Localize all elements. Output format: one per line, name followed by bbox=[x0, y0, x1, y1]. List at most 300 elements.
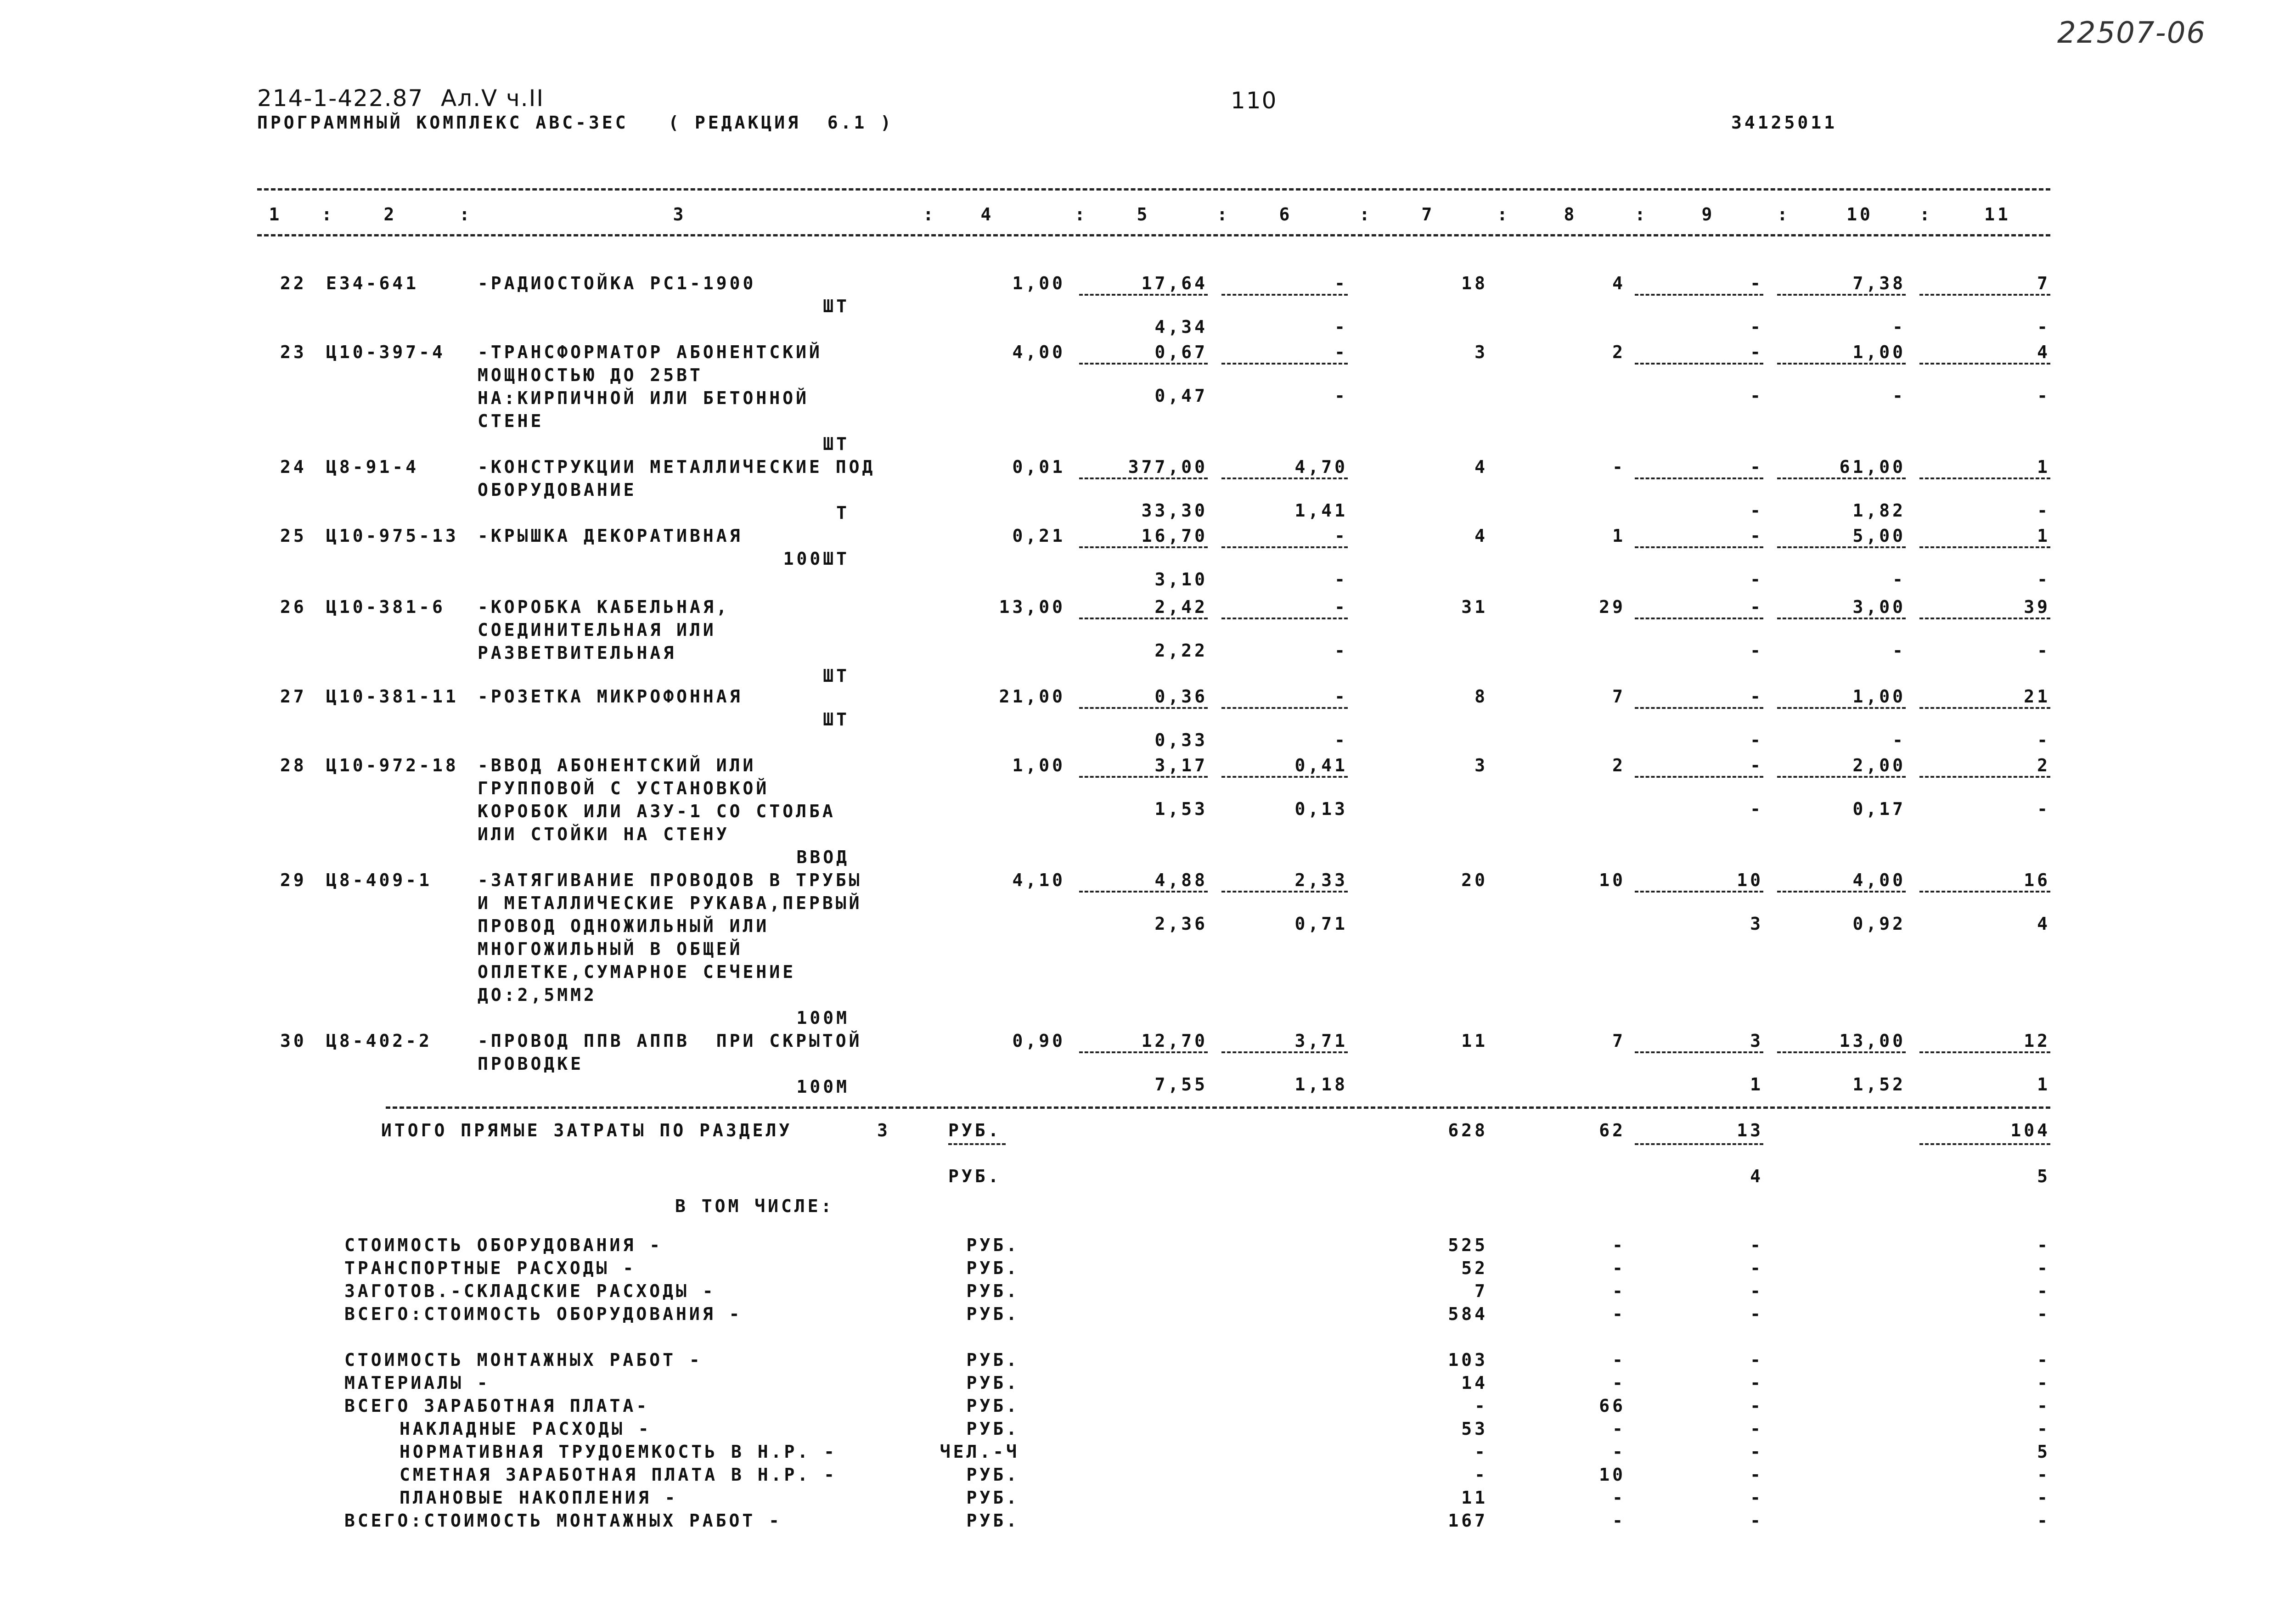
summary-machines: - bbox=[1750, 1488, 1763, 1508]
work-name: И МЕТАЛЛИЧЕСКИЕ РУКАВА,ПЕРВЫЙ bbox=[478, 893, 862, 913]
total-wages: 10 bbox=[1599, 870, 1626, 890]
cell-divider bbox=[1079, 618, 1208, 619]
summary-label: ВСЕГО:СТОИМОСТЬ ОБОРУДОВАНИЯ - bbox=[344, 1304, 743, 1324]
rate-code: Ц10-381-11 bbox=[326, 686, 459, 707]
total-cost: 3 bbox=[1474, 755, 1488, 775]
column-number: 11 bbox=[1984, 204, 2011, 225]
labor-norm: 1,00 bbox=[1852, 342, 1906, 362]
summary-cost: 525 bbox=[1448, 1235, 1488, 1255]
summary-unit: РУБ. bbox=[966, 1511, 1019, 1531]
document-number: 34125011 bbox=[1731, 112, 1838, 133]
unit-cost-machines: - bbox=[1334, 273, 1348, 293]
unit-cost-machines: 4,70 bbox=[1294, 457, 1348, 477]
column-number: 6 bbox=[1279, 204, 1293, 225]
total-machines: 10 bbox=[1737, 870, 1763, 890]
column-separator: : bbox=[459, 204, 473, 225]
unit-of-measure: 100ШТ bbox=[783, 549, 850, 569]
total-section-number: 3 bbox=[877, 1120, 890, 1140]
labor-norm-machinists: 0,92 bbox=[1852, 914, 1906, 934]
unit-cost-total: 0,36 bbox=[1154, 686, 1208, 707]
work-name: -ПРОВОД ППВ АППВ ПРИ СКРЫТОЙ bbox=[478, 1031, 862, 1051]
total-labor-machinists: 5 bbox=[2037, 1166, 2050, 1186]
in-total-label: В ТОМ ЧИСЛЕ: bbox=[675, 1196, 834, 1216]
summary-machines: - bbox=[1750, 1350, 1763, 1370]
summary-label: МАТЕРИАЛЫ - bbox=[344, 1373, 490, 1393]
cell-divider bbox=[1635, 618, 1763, 619]
labor-norm: 3,00 bbox=[1852, 597, 1906, 617]
cell-divider bbox=[1221, 776, 1348, 778]
cell-divider bbox=[1777, 1051, 1906, 1053]
unit-cost-machines: 3,71 bbox=[1294, 1031, 1348, 1051]
cell-divider bbox=[1635, 707, 1763, 709]
row-number: 27 bbox=[280, 686, 307, 707]
labor-norm-machinists: - bbox=[1892, 386, 1906, 406]
total-machine-wages: - bbox=[1750, 500, 1763, 521]
summary-label: ТРАНСПОРТНЫЕ РАСХОДЫ - bbox=[344, 1258, 636, 1278]
total-machine-wages: - bbox=[1750, 799, 1763, 819]
column-number: 5 bbox=[1137, 204, 1150, 225]
unit-wages: 7,55 bbox=[1154, 1074, 1208, 1095]
summary-label: ВСЕГО:СТОИМОСТЬ МОНТАЖНЫХ РАБОТ - bbox=[344, 1511, 782, 1531]
summary-cost: 103 bbox=[1448, 1350, 1488, 1370]
total-wages: 4 bbox=[1612, 273, 1626, 293]
labor-total: 1 bbox=[2037, 457, 2050, 477]
album-label: Ал.V ч.II bbox=[441, 85, 545, 112]
top-rule bbox=[257, 188, 2050, 191]
cell-divider bbox=[1221, 707, 1348, 709]
summary-label: ЗАГОТОВ.-СКЛАДСКИЕ РАСХОДЫ - bbox=[344, 1281, 716, 1301]
cell-divider bbox=[1079, 776, 1208, 778]
cell-divider bbox=[1777, 891, 1906, 893]
cell-divider bbox=[1777, 477, 1906, 479]
labor-total: 21 bbox=[2024, 686, 2050, 707]
unit-wages: 0,33 bbox=[1154, 730, 1208, 750]
cell-divider bbox=[1919, 477, 2050, 479]
work-name: ОПЛЕТКЕ,СУМАРНОЕ СЕЧЕНИЕ bbox=[478, 962, 796, 982]
cell-divider bbox=[1919, 294, 2050, 296]
cell-divider bbox=[1635, 363, 1763, 365]
summary-cost: - bbox=[1474, 1442, 1488, 1462]
work-name: СТЕНЕ bbox=[478, 411, 544, 431]
column-separator: : bbox=[1777, 204, 1790, 225]
quantity: 4,10 bbox=[1012, 870, 1065, 890]
unit-of-measure: ШТ bbox=[823, 434, 850, 454]
cell-divider bbox=[1221, 618, 1348, 619]
work-name: МОЩНОСТЬЮ ДО 25ВТ bbox=[478, 365, 703, 385]
total-machine-wages: - bbox=[1750, 317, 1763, 337]
work-name: -ВВОД АБОНЕНТСКИЙ ИЛИ bbox=[478, 755, 756, 775]
labor-total-machinists: - bbox=[2037, 640, 2050, 661]
cell-divider bbox=[1777, 707, 1906, 709]
summary-unit: РУБ. bbox=[966, 1419, 1019, 1439]
unit-wages: 1,53 bbox=[1154, 799, 1208, 819]
column-separator: : bbox=[1497, 204, 1510, 225]
total-cost: 8 bbox=[1474, 686, 1488, 707]
unit-of-measure: 100М bbox=[796, 1077, 850, 1097]
summary-labor: - bbox=[2037, 1304, 2050, 1324]
cell-divider bbox=[948, 1143, 1006, 1145]
labor-norm: 1,00 bbox=[1852, 686, 1906, 707]
work-name: -ТРАНСФОРМАТОР АБОНЕНТСКИЙ bbox=[478, 342, 822, 362]
summary-unit: РУБ. bbox=[966, 1373, 1019, 1393]
summary-labor: - bbox=[2037, 1465, 2050, 1485]
work-name: КОРОБОК ИЛИ АЗУ-1 СО СТОЛБА bbox=[478, 801, 836, 821]
summary-unit: РУБ. bbox=[966, 1258, 1019, 1278]
summary-unit: РУБ. bbox=[966, 1304, 1019, 1324]
summary-machines: - bbox=[1750, 1373, 1763, 1393]
summary-wages: 66 bbox=[1599, 1396, 1626, 1416]
summary-machines: - bbox=[1750, 1258, 1763, 1278]
labor-total: 4 bbox=[2037, 342, 2050, 362]
total-machines: - bbox=[1750, 686, 1763, 707]
unit-of-measure: Т bbox=[836, 503, 850, 523]
summary-labor: - bbox=[2037, 1373, 2050, 1393]
cell-divider bbox=[1635, 294, 1763, 296]
total-unit: РУБ. bbox=[948, 1166, 1002, 1186]
work-name: ИЛИ СТОЙКИ НА СТЕНУ bbox=[478, 824, 730, 844]
unit-machine-wages: - bbox=[1334, 640, 1348, 661]
unit-cost-machines: - bbox=[1334, 597, 1348, 617]
row-number: 23 bbox=[280, 342, 307, 362]
work-name: -ЗАТЯГИВАНИЕ ПРОВОДОВ В ТРУБЫ bbox=[478, 870, 862, 890]
summary-machines: - bbox=[1750, 1304, 1763, 1324]
unit-of-measure: ШТ bbox=[823, 296, 850, 316]
page-number: 110 bbox=[1231, 87, 1277, 114]
labor-norm-machinists: 1,82 bbox=[1852, 500, 1906, 521]
summary-cost: 11 bbox=[1461, 1488, 1488, 1508]
cell-divider bbox=[1635, 1143, 1763, 1145]
cell-divider bbox=[1221, 363, 1348, 365]
unit-wages: 2,22 bbox=[1154, 640, 1208, 661]
summary-wages: - bbox=[1612, 1350, 1626, 1370]
total-machines: 13 bbox=[1737, 1120, 1763, 1140]
unit-of-measure: 100М bbox=[796, 1008, 850, 1028]
cell-divider bbox=[1777, 618, 1906, 619]
rate-code: Ц10-381-6 bbox=[326, 597, 445, 617]
total-wages: 7 bbox=[1612, 686, 1626, 707]
summary-cost: - bbox=[1474, 1465, 1488, 1485]
total-cost: 4 bbox=[1474, 526, 1488, 546]
total-wages: 1 bbox=[1612, 526, 1626, 546]
summary-label: НАКЛАДНЫЕ РАСХОДЫ - bbox=[400, 1419, 652, 1439]
work-name: ОБОРУДОВАНИЕ bbox=[478, 480, 637, 500]
total-cost: 4 bbox=[1474, 457, 1488, 477]
summary-labor: - bbox=[2037, 1258, 2050, 1278]
labor-norm-machinists: 0,17 bbox=[1852, 799, 1906, 819]
summary-machines: - bbox=[1750, 1511, 1763, 1531]
column-number: 7 bbox=[1421, 204, 1435, 225]
quantity: 0,21 bbox=[1012, 526, 1065, 546]
summary-unit: РУБ. bbox=[966, 1465, 1019, 1485]
unit-cost-machines: 0,41 bbox=[1294, 755, 1348, 775]
total-rule bbox=[386, 1106, 2050, 1109]
column-number: 10 bbox=[1846, 204, 1873, 225]
unit-cost-total: 377,00 bbox=[1128, 457, 1208, 477]
column-separator: : bbox=[1635, 204, 1648, 225]
total-wages: - bbox=[1612, 457, 1626, 477]
labor-total-machinists: - bbox=[2037, 799, 2050, 819]
column-separator: : bbox=[1919, 204, 1933, 225]
summary-cost: 14 bbox=[1461, 1373, 1488, 1393]
summary-labor: - bbox=[2037, 1488, 2050, 1508]
summary-wages: - bbox=[1612, 1281, 1626, 1301]
total-machine-wages: 4 bbox=[1750, 1166, 1763, 1186]
quantity: 0,90 bbox=[1012, 1031, 1065, 1051]
work-name: -РАДИОСТОЙКА РС1-1900 bbox=[478, 273, 756, 293]
summary-label: СТОИМОСТЬ МОНТАЖНЫХ РАБОТ - bbox=[344, 1350, 703, 1370]
work-name: ПРОВОДКЕ bbox=[478, 1054, 584, 1074]
cell-divider bbox=[1079, 294, 1208, 296]
total-cost: 18 bbox=[1461, 273, 1488, 293]
summary-label: СМЕТНАЯ ЗАРАБОТНАЯ ПЛАТА В Н.Р. - bbox=[400, 1465, 837, 1485]
labor-norm: 4,00 bbox=[1852, 870, 1906, 890]
cell-divider bbox=[1919, 363, 2050, 365]
summary-machines: - bbox=[1750, 1235, 1763, 1255]
labor-total-machinists: - bbox=[2037, 730, 2050, 750]
cell-divider bbox=[1919, 1051, 2050, 1053]
unit-of-measure: ВВОД bbox=[796, 847, 850, 867]
unit-wages: 0,47 bbox=[1154, 386, 1208, 406]
unit-of-measure: ШТ bbox=[823, 666, 850, 686]
column-number: 8 bbox=[1564, 204, 1577, 225]
unit-wages: 2,36 bbox=[1154, 914, 1208, 934]
labor-norm-machinists: - bbox=[1892, 730, 1906, 750]
total-cost: 11 bbox=[1461, 1031, 1488, 1051]
cell-divider bbox=[1635, 477, 1763, 479]
cell-divider bbox=[1079, 477, 1208, 479]
summary-machines: - bbox=[1750, 1281, 1763, 1301]
cell-divider bbox=[1221, 294, 1348, 296]
column-number: 9 bbox=[1701, 204, 1715, 225]
work-name: НА:КИРПИЧНОЙ ИЛИ БЕТОННОЙ bbox=[478, 388, 809, 408]
total-machine-wages: - bbox=[1750, 569, 1763, 590]
column-separator: : bbox=[1075, 204, 1088, 225]
cell-divider bbox=[1919, 546, 2050, 548]
column-number: 1 bbox=[269, 204, 282, 225]
labor-norm-machinists: - bbox=[1892, 569, 1906, 590]
row-number: 28 bbox=[280, 755, 307, 775]
total-cost: 628 bbox=[1448, 1120, 1488, 1140]
quantity: 4,00 bbox=[1012, 342, 1065, 362]
total-machines: - bbox=[1750, 342, 1763, 362]
work-name: МНОГОЖИЛЬНЫЙ В ОБЩЕЙ bbox=[478, 939, 743, 959]
labor-norm-machinists: 1,52 bbox=[1852, 1074, 1906, 1095]
summary-wages: - bbox=[1612, 1419, 1626, 1439]
summary-labor: 5 bbox=[2037, 1442, 2050, 1462]
row-number: 24 bbox=[280, 457, 307, 477]
summary-cost: 52 bbox=[1461, 1258, 1488, 1278]
total-machines: - bbox=[1750, 526, 1763, 546]
labor-total: 1 bbox=[2037, 526, 2050, 546]
unit-machine-wages: - bbox=[1334, 386, 1348, 406]
rate-code: Е34-641 bbox=[326, 273, 419, 293]
labor-total: 7 bbox=[2037, 273, 2050, 293]
work-name: -РОЗЕТКА МИКРОФОННАЯ bbox=[478, 686, 743, 707]
summary-wages: - bbox=[1612, 1511, 1626, 1531]
summary-unit: РУБ. bbox=[966, 1396, 1019, 1416]
summary-unit: РУБ. bbox=[966, 1488, 1019, 1508]
column-separator: : bbox=[923, 204, 936, 225]
total-wages: 2 bbox=[1612, 755, 1626, 775]
work-name: СОЕДИНИТЕЛЬНАЯ ИЛИ bbox=[478, 620, 716, 640]
work-name: -КРЫШКА ДЕКОРАТИВНАЯ bbox=[478, 526, 743, 546]
unit-wages: 3,10 bbox=[1154, 569, 1208, 590]
summary-wages: - bbox=[1612, 1442, 1626, 1462]
quantity: 1,00 bbox=[1012, 273, 1065, 293]
column-separator: : bbox=[1359, 204, 1373, 225]
cell-divider bbox=[1079, 363, 1208, 365]
header-rule bbox=[257, 234, 2050, 236]
rate-code: Ц8-402-2 bbox=[326, 1031, 433, 1051]
cell-divider bbox=[1777, 776, 1906, 778]
unit-cost-total: 16,70 bbox=[1141, 526, 1208, 546]
archive-stamp: 22507-06 bbox=[2057, 16, 2206, 50]
cell-divider bbox=[1777, 294, 1906, 296]
total-label: ИТОГО ПРЯМЫЕ ЗАТРАТЫ ПО РАЗДЕЛУ bbox=[381, 1120, 793, 1140]
unit-cost-total: 2,42 bbox=[1154, 597, 1208, 617]
summary-machines: - bbox=[1750, 1419, 1763, 1439]
total-machines: - bbox=[1750, 597, 1763, 617]
quantity: 21,00 bbox=[999, 686, 1065, 707]
cell-divider bbox=[1777, 363, 1906, 365]
rate-code: Ц10-397-4 bbox=[326, 342, 445, 362]
unit-cost-machines: - bbox=[1334, 342, 1348, 362]
cell-divider bbox=[1635, 891, 1763, 893]
labor-total-machinists: - bbox=[2037, 500, 2050, 521]
labor-total: 12 bbox=[2024, 1031, 2050, 1051]
total-machine-wages: - bbox=[1750, 386, 1763, 406]
work-name: ПРОВОД ОДНОЖИЛЬНЫЙ ИЛИ bbox=[478, 916, 770, 936]
summary-cost: 167 bbox=[1448, 1511, 1488, 1531]
summary-labor: - bbox=[2037, 1281, 2050, 1301]
summary-wages: - bbox=[1612, 1373, 1626, 1393]
unit-cost-total: 0,67 bbox=[1154, 342, 1208, 362]
summary-unit: РУБ. bbox=[966, 1281, 1019, 1301]
cell-divider bbox=[1919, 891, 2050, 893]
summary-label: СТОИМОСТЬ ОБОРУДОВАНИЯ - bbox=[344, 1235, 663, 1255]
cell-divider bbox=[1221, 477, 1348, 479]
cell-divider bbox=[1777, 546, 1906, 548]
labor-total: 16 bbox=[2024, 870, 2050, 890]
total-wages: 62 bbox=[1599, 1120, 1626, 1140]
document-code: 214-1-422.87 bbox=[257, 85, 424, 112]
rate-code: Ц10-972-18 bbox=[326, 755, 459, 775]
summary-wages: - bbox=[1612, 1235, 1626, 1255]
labor-norm: 61,00 bbox=[1839, 457, 1906, 477]
summary-wages: - bbox=[1612, 1258, 1626, 1278]
summary-label: НОРМАТИВНАЯ ТРУДОЕМКОСТЬ В Н.Р. - bbox=[400, 1442, 837, 1462]
row-number: 30 bbox=[280, 1031, 307, 1051]
labor-norm-machinists: - bbox=[1892, 317, 1906, 337]
summary-cost: 7 bbox=[1474, 1281, 1488, 1301]
total-machines: - bbox=[1750, 457, 1763, 477]
total-cost: 3 bbox=[1474, 342, 1488, 362]
summary-labor: - bbox=[2037, 1396, 2050, 1416]
work-name: ДО:2,5ММ2 bbox=[478, 985, 597, 1005]
cell-divider bbox=[1635, 546, 1763, 548]
summary-cost: 53 bbox=[1461, 1419, 1488, 1439]
summary-label: ПЛАНОВЫЕ НАКОПЛЕНИЯ - bbox=[400, 1488, 678, 1508]
unit-wages: 4,34 bbox=[1154, 317, 1208, 337]
total-machines: 3 bbox=[1750, 1031, 1763, 1051]
unit-cost-machines: 2,33 bbox=[1294, 870, 1348, 890]
quantity: 1,00 bbox=[1012, 755, 1065, 775]
unit-machine-wages: 1,18 bbox=[1294, 1074, 1348, 1095]
total-wages: 2 bbox=[1612, 342, 1626, 362]
row-number: 22 bbox=[280, 273, 307, 293]
quantity: 0,01 bbox=[1012, 457, 1065, 477]
summary-labor: - bbox=[2037, 1419, 2050, 1439]
unit-machine-wages: - bbox=[1334, 317, 1348, 337]
summary-labor: - bbox=[2037, 1235, 2050, 1255]
total-machine-wages: 1 bbox=[1750, 1074, 1763, 1095]
cell-divider bbox=[1919, 776, 2050, 778]
unit-cost-machines: - bbox=[1334, 686, 1348, 707]
total-machine-wages: 3 bbox=[1750, 914, 1763, 934]
column-number: 4 bbox=[980, 204, 994, 225]
labor-total-machinists: - bbox=[2037, 317, 2050, 337]
summary-label: ВСЕГО ЗАРАБОТНАЯ ПЛАТА- bbox=[344, 1396, 650, 1416]
summary-wages: 10 bbox=[1599, 1465, 1626, 1485]
total-cost: 31 bbox=[1461, 597, 1488, 617]
total-wages: 7 bbox=[1612, 1031, 1626, 1051]
labor-total-machinists: 4 bbox=[2037, 914, 2050, 934]
rate-code: Ц8-91-4 bbox=[326, 457, 419, 477]
labor-total-machinists: 1 bbox=[2037, 1074, 2050, 1095]
summary-cost: 584 bbox=[1448, 1304, 1488, 1324]
unit-cost-total: 12,70 bbox=[1141, 1031, 1208, 1051]
column-separator: : bbox=[1217, 204, 1230, 225]
total-unit: РУБ. bbox=[948, 1120, 1002, 1140]
summary-machines: - bbox=[1750, 1465, 1763, 1485]
total-labor: 104 bbox=[2010, 1120, 2050, 1140]
row-number: 26 bbox=[280, 597, 307, 617]
row-number: 29 bbox=[280, 870, 307, 890]
summary-machines: - bbox=[1750, 1396, 1763, 1416]
labor-norm: 2,00 bbox=[1852, 755, 1906, 775]
unit-machine-wages: 1,41 bbox=[1294, 500, 1348, 521]
summary-machines: - bbox=[1750, 1442, 1763, 1462]
program-line: ПРОГРАММНЫЙ КОМПЛЕКС АВС-3ЕС ( РЕДАКЦИЯ 6.1 ) bbox=[257, 112, 894, 133]
total-machines: - bbox=[1750, 273, 1763, 293]
cell-divider bbox=[1079, 707, 1208, 709]
work-name: ГРУППОВОЙ С УСТАНОВКОЙ bbox=[478, 778, 770, 798]
labor-total: 2 bbox=[2037, 755, 2050, 775]
unit-machine-wages: 0,13 bbox=[1294, 799, 1348, 819]
labor-total-machinists: - bbox=[2037, 569, 2050, 590]
cell-divider bbox=[1919, 1143, 2050, 1145]
labor-norm: 5,00 bbox=[1852, 526, 1906, 546]
unit-cost-total: 17,64 bbox=[1141, 273, 1208, 293]
summary-wages: - bbox=[1612, 1488, 1626, 1508]
quantity: 13,00 bbox=[999, 597, 1065, 617]
column-number: 3 bbox=[673, 204, 687, 225]
cell-divider bbox=[1919, 707, 2050, 709]
cell-divider bbox=[1221, 1051, 1348, 1053]
cell-divider bbox=[1221, 891, 1348, 893]
work-name: -КОРОБКА КАБЕЛЬНАЯ, bbox=[478, 597, 730, 617]
unit-cost-machines: - bbox=[1334, 526, 1348, 546]
summary-unit: ЧЕЛ.-Ч bbox=[940, 1442, 1019, 1462]
summary-wages: - bbox=[1612, 1304, 1626, 1324]
row-number: 25 bbox=[280, 526, 307, 546]
cell-divider bbox=[1635, 1051, 1763, 1053]
cell-divider bbox=[1079, 1051, 1208, 1053]
labor-norm: 7,38 bbox=[1852, 273, 1906, 293]
summary-unit: РУБ. bbox=[966, 1350, 1019, 1370]
work-name: -КОНСТРУКЦИИ МЕТАЛЛИЧЕСКИЕ ПОД bbox=[478, 457, 876, 477]
total-machines: - bbox=[1750, 755, 1763, 775]
